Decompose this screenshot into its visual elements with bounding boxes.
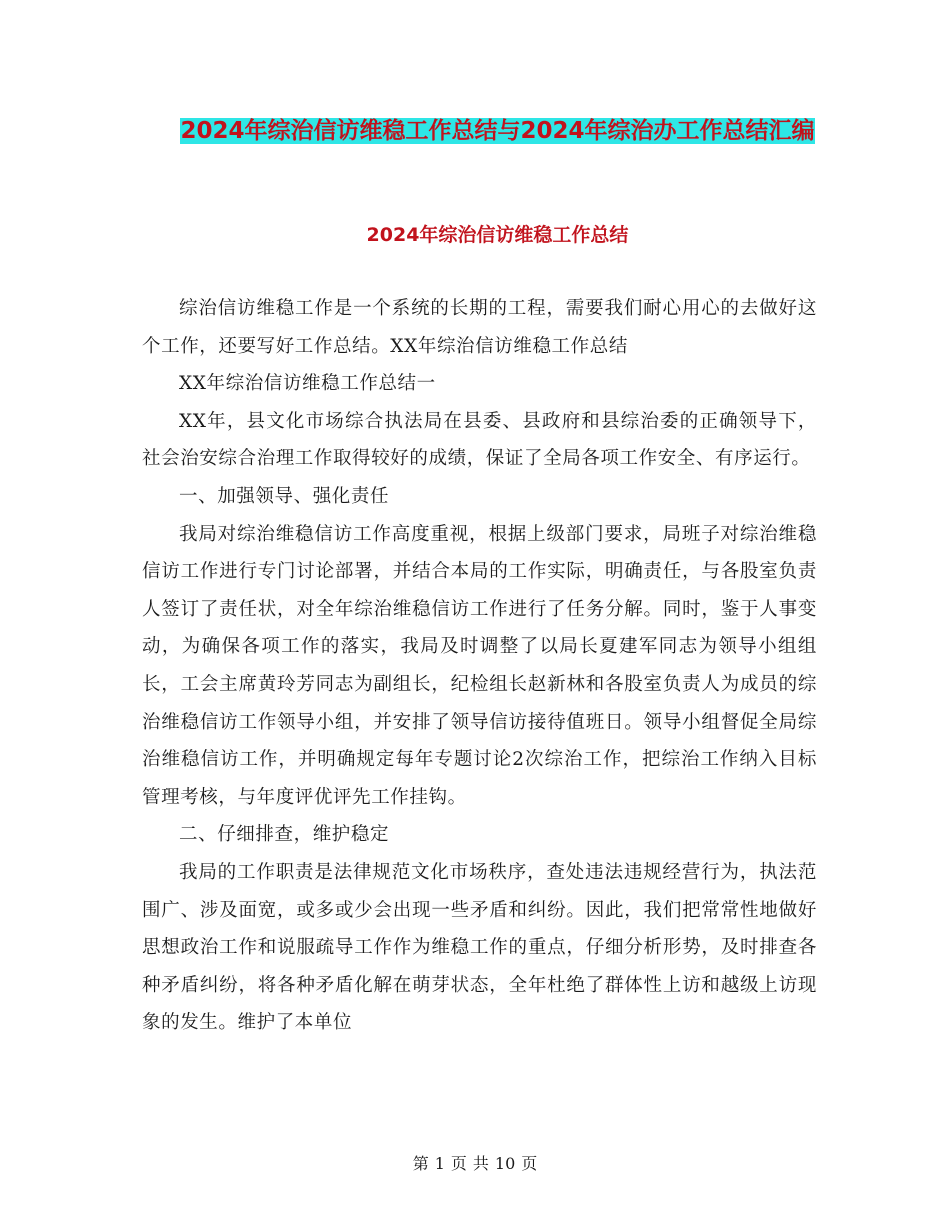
document-title — [140, 108, 855, 154]
paragraph-investigation: 我局的工作职责是法律规范文化市场秩序，查处违法违规经营行为，执法范围广、涉及面宽，或多或少会出现一些矛盾和纠纷。因此，我们把常常性地做好思想政治工作和说服疏导工作作为维稳工作的重点，仔细分析形势，及时排查各种矛盾纠纷，将各种矛盾化解在萌芽状态，全年杜绝了群体性上访和越级上访现象的发生。维护了本单位 — [142, 861, 817, 1034]
paragraph-intro: 综治信访维稳工作是一个系统的长期的工程，需要我们耐心用心的去做好这个工作，还要写好工作总结。XX年综治信访维稳工作总结 — [142, 298, 817, 357]
footer-suffix: 页 — [521, 1154, 538, 1173]
heading-leadership: 一、加强领导、强化责任 — [179, 485, 390, 507]
footer-current-page: 1 — [434, 1154, 445, 1173]
heading-investigation: 二、仔细排查，维护稳定 — [179, 824, 390, 846]
page-footer — [0, 1152, 950, 1176]
footer-prefix: 第 — [412, 1154, 429, 1173]
paragraph-overview: XX年，县文化市场综合执法局在县委、县政府和县综治委的正确领导下，社会治安综合治理工作取得较好的成绩，保证了全局各项工作安全、有序运行。 — [142, 410, 817, 470]
footer-total-pages: 10 — [494, 1154, 516, 1173]
document-title-text: 2024年综治信访维稳工作总结与2024年综治办工作总结汇编 — [180, 118, 815, 144]
paragraph-subtitle: XX年综治信访维稳工作总结一 — [179, 373, 436, 395]
section-title: 2024年综治信访维稳工作总结 — [366, 224, 629, 246]
footer-total-word: 共 — [472, 1154, 489, 1173]
document-body — [142, 290, 817, 1042]
footer-page-word: 页 — [450, 1154, 467, 1173]
paragraph-leadership: 我局对综治维稳信访工作高度重视，根据上级部门要求，局班子对综治维稳信访工作进行专门讨论部署，并结合本局的工作实际，明确责任，与各股室负责人签订了责任状，对全年综治维稳信访工作进行了任务分解。同时，鉴于人事变动，为确保各项工作的落实，我局及时调整了以局长夏建军同志为领导小组组长，工会主席黄玲芳同志为副组长，纪检组长赵新林和各股室负责人为成员的综治维稳信访工作领导小组，并安排了领导信访接待值班日。领导小组督促全局综治维稳信访工作，并明确规定每年专题讨论2次综治工作，把综治工作纳入目标管理考核，与年度评优评先工作挂钩。 — [142, 523, 817, 808]
